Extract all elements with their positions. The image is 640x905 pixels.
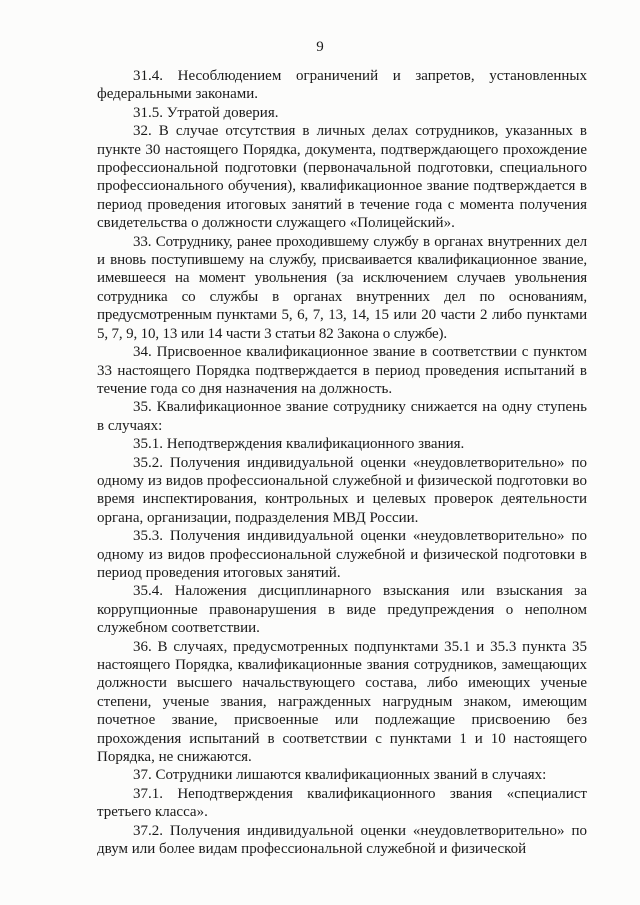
paragraph-33: 33. Сотруднику, ранее проходившему службу в органах внутренних дел и вновь поступившему на службу, присваивается квалификационное звание, имевшееся на момент увольнения (за исключением случаев увольнения сотрудника со службы в органах внутренних дел по основаниям, предусмотренным пунктами 5, 6, 7, 13, 14, 15 или 20 части 2 либо пунктами 5, 7, 9, 10, 13 или 14 части 3 статьи 82 Закона о службе). xyxy=(97,233,587,342)
paragraph-31-4: 31.4. Несоблюдением ограничений и запретов, установленных федеральными законами. xyxy=(97,68,587,103)
paragraph-32: 32. В случае отсутствия в личных делах сотрудников, указанных в пункте 30 настоящего Порядка, документа, подтверждающего прохождение профессиональной подготовки (первоначальной подготовки, специального профессионального обучения), квалификационное звание подтверждается в период проведения итоговых занятий в течение года с момента получения свидетельства о должности служащего «Полицейский». xyxy=(97,123,587,232)
paragraph-35-4: 35.4. Наложения дисциплинарного взыскания или взыскания за коррупционные правонарушения в виде предупреждения о неполном служебном соответствии. xyxy=(97,583,587,637)
paragraph-36: 36. В случаях, предусмотренных подпунктами 35.1 и 35.3 пункта 35 настоящего Порядка, квалификационные звания сотрудников, замещающих должности высшего начальствующего состава, либо имеющих ученые степени, ученые звания, награжденных нагрудным знаком, имеющим почетное звание, присвоенные или подлежащие присвоению без прохождения испытаний в соответствии с пунктами 1 и 10 настоящего Порядка, не снижаются. xyxy=(97,638,587,766)
paragraph-37-2: 37.2. Получения индивидуальной оценки «неудовлетворительно» по двум или более видам профессиональной служебной и физической xyxy=(97,822,587,858)
paragraph-31-5: 31.5. Утратой доверия. xyxy=(133,104,279,121)
paragraph-37: 37. Сотрудники лишаются квалификационных званий в случаях: xyxy=(133,767,547,784)
paragraph-35-1: 35.1. Неподтверждения квалификационного звания. xyxy=(133,436,465,453)
page-number: 9 xyxy=(316,39,324,55)
paragraph-34: 34. Присвоенное квалификационное звание в соответствии с пунктом 33 настоящего Порядка подтверждается в период проведения испытаний в течение года со дня назначения на должность. xyxy=(97,344,587,397)
paragraph-35: 35. Квалификационное звание сотруднику снижается на одну ступень в случаях: xyxy=(97,399,587,434)
paragraph-37-1: 37.1. Неподтверждения квалификационного звания «специалист третьего класса». xyxy=(97,785,587,821)
paragraph-35-2: 35.2. Получения индивидуальной оценки «неудовлетворительно» по одному из видов профессиональной служебной и физической подготовки во время инспектирования, контрольных и целевых проверок деятельности органа, организации, подразделения МВД России. xyxy=(97,454,587,526)
document-body xyxy=(97,67,587,858)
paragraph-35-3: 35.3. Получения индивидуальной оценки «неудовлетворительно» по одному из видов профессиональной служебной и физической подготовки в период проведения итоговых занятий. xyxy=(97,528,587,581)
